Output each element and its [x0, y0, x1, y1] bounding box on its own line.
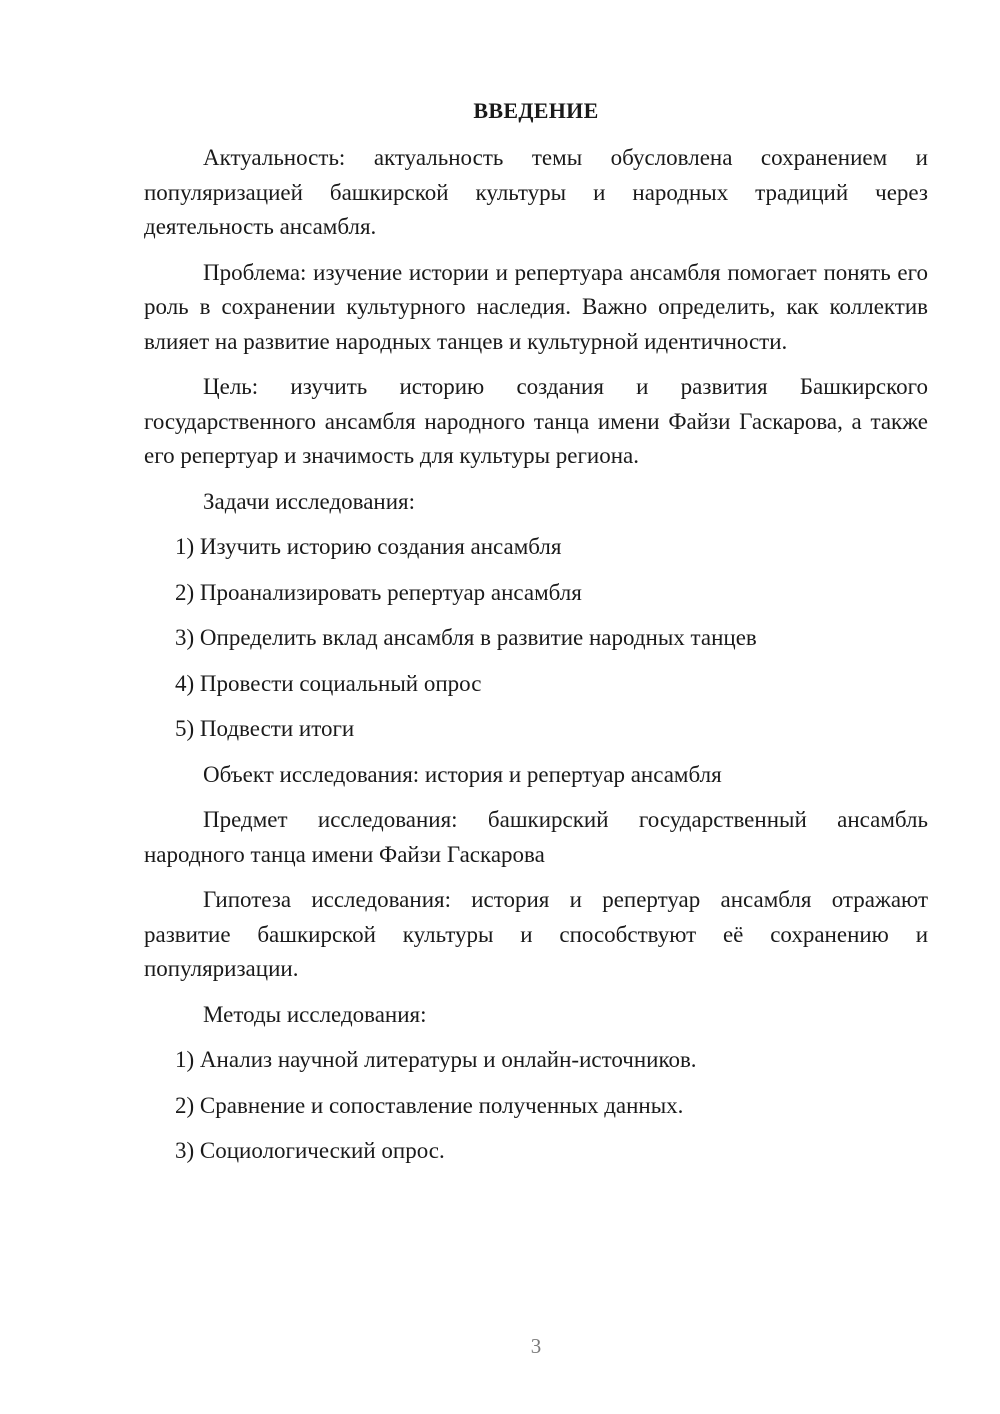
list-item: 4) Провести социальный опрос — [175, 670, 482, 696]
subject-paragraph: Предмет исследования: башкирский государственный ансамбль народного танца имени Файзи Гаскарова — [144, 807, 928, 867]
problem-paragraph: Проблема: изучение истории и репертуара ансамбля помогает понять его роль в сохранении культурного наследия. Важно определить, как коллектив влияет на развитие народных танцев и культурной идентичности. — [144, 259, 928, 354]
methods-list — [144, 1043, 928, 1169]
list-item: 2) Проанализировать репертуар ансамбля — [175, 579, 582, 605]
object-paragraph: Объект исследования: история и репертуар ансамбля — [203, 761, 722, 787]
list-item: 3) Социологический опрос. — [175, 1138, 445, 1163]
tasks-list — [144, 530, 928, 747]
document-body — [144, 94, 928, 1180]
list-item: 1) Анализ научной литературы и онлайн-источников. — [175, 1047, 697, 1072]
page-number: 3 — [530, 1334, 542, 1358]
list-item: 5) Подвести итоги — [175, 716, 355, 741]
list-item: 2) Сравнение и сопоставление полученных данных. — [175, 1092, 684, 1118]
methods-heading: Методы исследования: — [203, 1001, 427, 1027]
tasks-heading: Задачи исследования: — [203, 488, 416, 514]
goal-paragraph: Цель: изучить историю создания и развития Башкирского государственного ансамбля народного танца имени Файзи Гаскарова, а также его репертуар и значимость для культуры региона. — [144, 374, 928, 468]
relevance-paragraph: Актуальность: актуальность темы обусловлена сохранением и популяризацией башкирской культуры и народных традиций через деятельность ансамбля. — [144, 145, 928, 239]
section-title: ВВЕДЕНИЕ — [473, 98, 599, 123]
hypothesis-paragraph: Гипотеза исследования: история и репертуар ансамбля отражают развитие башкирской культуры и способствуют её сохранению и популяризации. — [144, 887, 928, 981]
list-item: 1) Изучить историю создания ансамбля — [175, 534, 562, 559]
list-item: 3) Определить вклад ансамбля в развитие народных танцев — [175, 625, 757, 650]
